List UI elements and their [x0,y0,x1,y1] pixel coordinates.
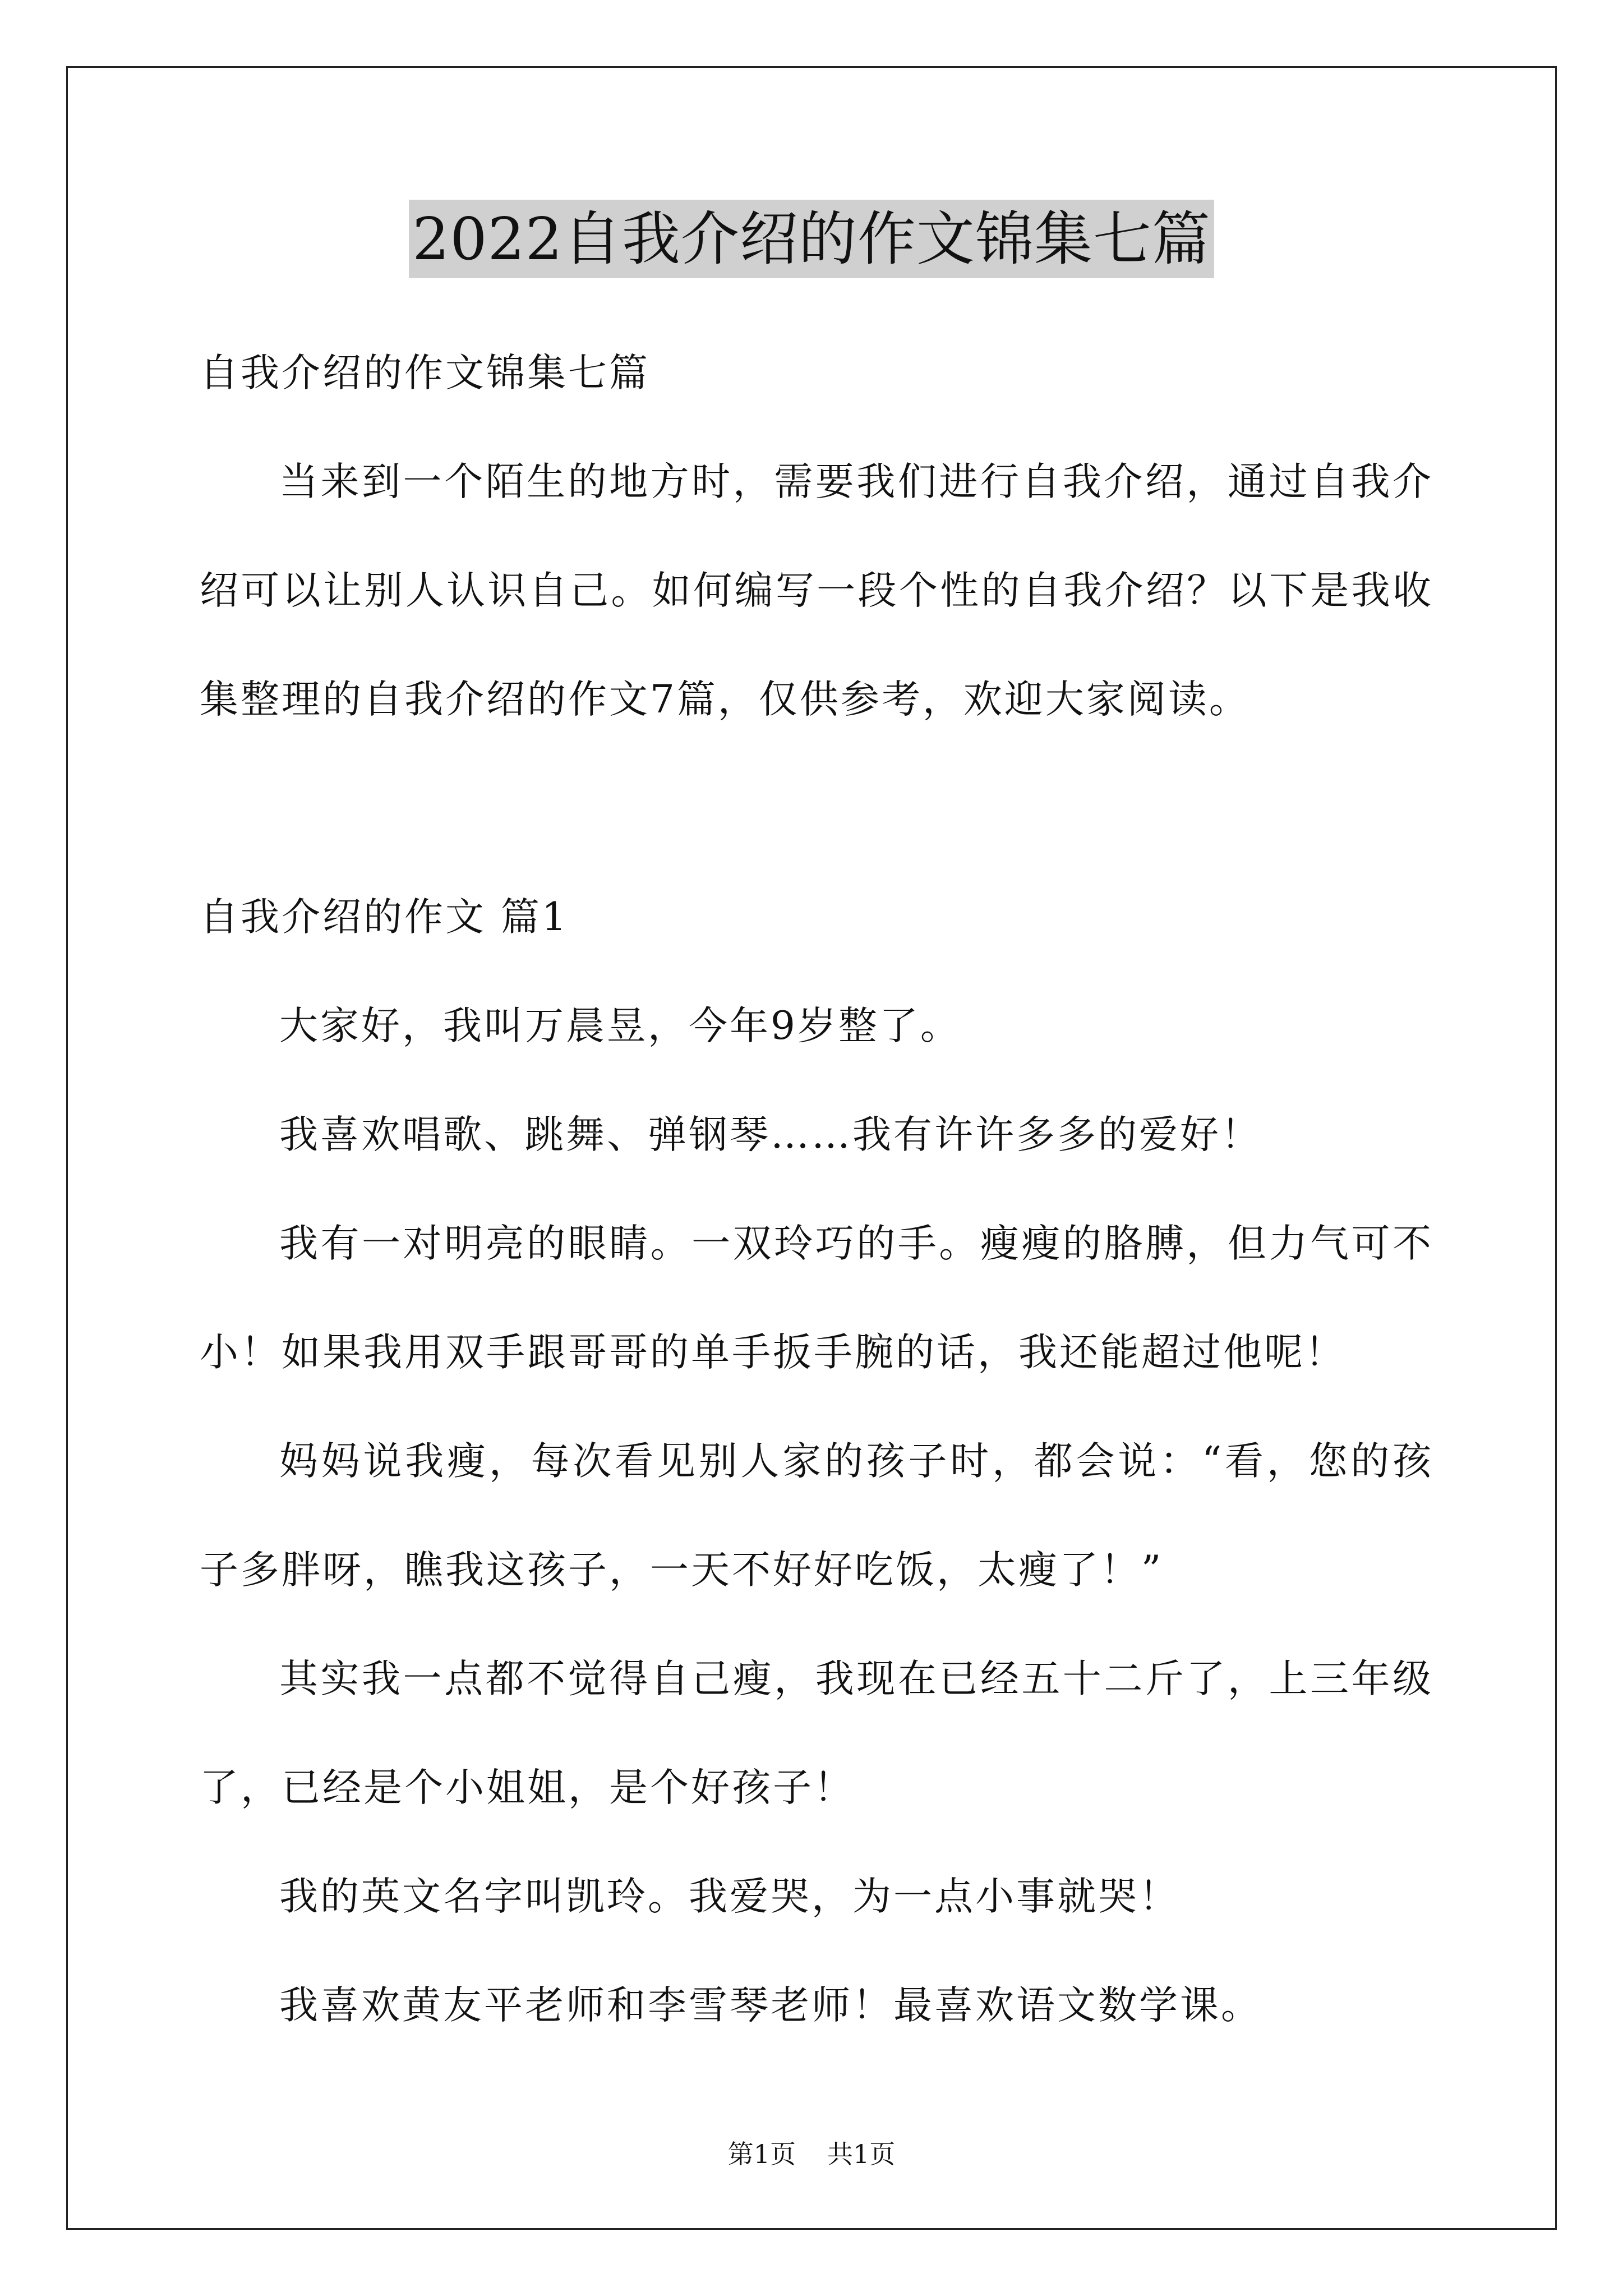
document-body [200,314,1433,2060]
spacer [200,754,1433,863]
body-paragraph-6: 我的英文名字叫凯玲。我爱哭，为一点小事就哭！ [279,1874,1180,1919]
body-paragraph-4: 妈妈说我瘦，每次看见别人家的孩子时，都会说：“看，您的孩子多胖呀，瞧我这孩子，一天不好好吃饭，太瘦了！” [200,1439,1433,1593]
page-footer [0,2137,1623,2171]
body-paragraph-2: 我喜欢唱歌、跳舞、弹钢琴……我有许许多多的爱好！ [279,1112,1262,1157]
body-paragraph-3: 我有一对明亮的眼睛。一双玲巧的手。瘦瘦的胳膊，但力气可不小！如果我用双手跟哥哥的单手扳手腕的话，我还能超过他呢！ [200,1221,1433,1375]
section-heading: 自我介绍的作文 篇1 [200,895,569,940]
page-number: 第1页 [727,2139,796,2169]
intro-paragraph: 当来到一个陌生的地方时，需要我们进行自我介绍，通过自我介绍可以让别人认识自己。如何编写一段个性的自我介绍？以下是我收集整理的自我介绍的作文7篇，仅供参考，欢迎大家阅读。 [200,459,1433,722]
body-paragraph-1: 大家好，我叫万晨昱，今年9岁整了。 [279,1004,961,1048]
document-title: 2022自我介绍的作文锦集七篇 [409,200,1214,278]
page-total: 共1页 [827,2139,896,2169]
title-area [0,200,1623,278]
document-subtitle: 自我介绍的作文锦集七篇 [200,351,650,395]
body-paragraph-7: 我喜欢黄友平老师和李雪琴老师！最喜欢语文数学课。 [279,1983,1262,2028]
body-paragraph-5: 其实我一点都不觉得自己瘦，我现在已经五十二斤了，上三年级了，已经是个小姐姐，是个好孩子！ [200,1657,1433,1810]
